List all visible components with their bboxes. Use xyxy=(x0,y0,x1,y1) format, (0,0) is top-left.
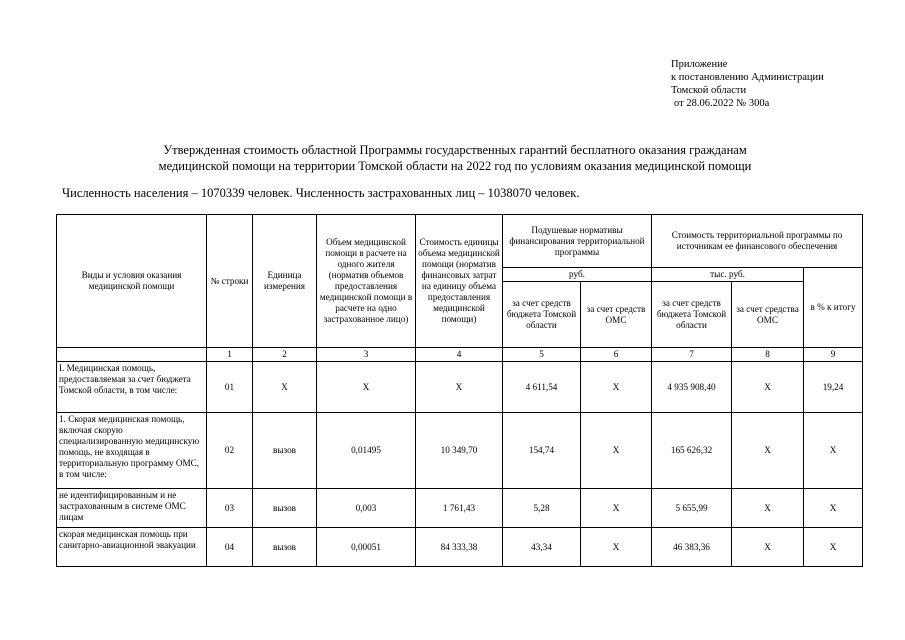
cost-table xyxy=(56,214,863,567)
column-number: 3 xyxy=(317,348,416,362)
row-description: I. Медицинская помощь, предоставляемая за счет бюджета Томской области, в том числе: xyxy=(57,362,207,413)
header-unit-rub: руб. xyxy=(503,268,652,282)
row-unit-cost: 84 333,38 xyxy=(416,528,503,567)
row-percent: Х xyxy=(804,489,863,528)
row-cost-oms: Х xyxy=(732,362,804,413)
header-program-cost: Стоимость территориальной программы по источникам ее финансового обеспечения xyxy=(652,215,863,268)
row-number: 02 xyxy=(207,413,253,489)
row-description: 1. Скорая медицинская помощь, включая скорую специализированную медицинскую помощь, не входящая в территориальную программу ОМС, в том числе: xyxy=(57,413,207,489)
population-text: Численность населения – 1070339 человек. Численность застрахованных лиц – 1038070 человек. xyxy=(62,186,580,200)
column-number: 4 xyxy=(416,348,503,362)
row-norm-budget: 4 611,54 xyxy=(503,362,581,413)
row-cost-budget: 46 383,36 xyxy=(652,528,732,567)
row-unit-cost: 10 349,70 xyxy=(416,413,503,489)
table-row xyxy=(57,528,863,567)
document-title xyxy=(60,142,850,174)
title-line: медицинской помощи на территории Томской области на 2022 год по условиям оказания медицинской помощи xyxy=(158,159,752,173)
row-percent: Х xyxy=(804,413,863,489)
column-number: 9 xyxy=(804,348,863,362)
row-norm-oms: Х xyxy=(581,528,652,567)
column-number xyxy=(57,348,207,362)
row-cost-budget: 5 655,99 xyxy=(652,489,732,528)
header-unit: Единица измерения xyxy=(253,215,317,348)
header-oms-thousand: за счет средства ОМС xyxy=(732,282,804,348)
row-cost-oms: Х xyxy=(732,528,804,567)
row-unit-cost: Х xyxy=(416,362,503,413)
header-budget-thousand: за счет средств бюджета Томской области xyxy=(652,282,732,348)
appendix-date: от 28.06.2022 № 300а xyxy=(674,98,770,109)
row-volume: Х xyxy=(317,362,416,413)
row-cost-budget: 165 626,32 xyxy=(652,413,732,489)
row-volume: 0,003 xyxy=(317,489,416,528)
row-cost-oms: Х xyxy=(732,413,804,489)
column-numbers-row xyxy=(57,348,863,362)
appendix-line: Томской области xyxy=(671,85,747,96)
row-unit: Х xyxy=(253,362,317,413)
row-norm-oms: Х xyxy=(581,362,652,413)
row-norm-budget: 43,34 xyxy=(503,528,581,567)
header-unit-thousand-rub: тыс. руб. xyxy=(652,268,804,282)
row-cost-oms: Х xyxy=(732,489,804,528)
column-number: 1 xyxy=(207,348,253,362)
header-budget-rub: за счет средств бюджета Томской области xyxy=(503,282,581,348)
row-norm-oms: Х xyxy=(581,413,652,489)
column-number: 7 xyxy=(652,348,732,362)
row-percent: Х xyxy=(804,528,863,567)
table-row xyxy=(57,413,863,489)
title-line: Утвержденная стоимость областной Программы государственных гарантий бесплатного оказания гражданам xyxy=(163,143,747,157)
row-norm-budget: 154,74 xyxy=(503,413,581,489)
row-number: 04 xyxy=(207,528,253,567)
appendix-block xyxy=(671,58,891,110)
column-number: 5 xyxy=(503,348,581,362)
row-volume: 0,00051 xyxy=(317,528,416,567)
header-oms-rub: за счет средств ОМС xyxy=(581,282,652,348)
row-number: 03 xyxy=(207,489,253,528)
header-per-capita-norms: Подушевые нормативы финансирования территориальной программы xyxy=(503,215,652,268)
table-row xyxy=(57,362,863,413)
row-unit: вызов xyxy=(253,413,317,489)
header-row-number: № строки xyxy=(207,215,253,348)
row-description: не идентифицированным и не застрахованным в системе ОМС лицам xyxy=(57,489,207,528)
table-row xyxy=(57,489,863,528)
row-number: 01 xyxy=(207,362,253,413)
column-number: 8 xyxy=(732,348,804,362)
row-unit: вызов xyxy=(253,489,317,528)
column-number: 6 xyxy=(581,348,652,362)
appendix-line: к постановлению Администрации xyxy=(671,72,824,83)
row-norm-budget: 5,28 xyxy=(503,489,581,528)
row-norm-oms: Х xyxy=(581,489,652,528)
header-volume: Объем медицинской помощи в расчете на одного жителя (норматив объемов предоставления медицинской помощи в расчете на одно застрахованное лицо) xyxy=(317,215,416,348)
row-volume: 0,01495 xyxy=(317,413,416,489)
row-cost-budget: 4 935 908,40 xyxy=(652,362,732,413)
header-unit-cost: Стоимость единицы объема медицинской помощи (норматив финансовых затрат на единицу объема предоставления медицинской помощи) xyxy=(416,215,503,348)
row-unit-cost: 1 761,43 xyxy=(416,489,503,528)
column-number: 2 xyxy=(253,348,317,362)
row-description: скорая медицинская помощь при санитарно-авиационной эвакуации xyxy=(57,528,207,567)
header-types: Виды и условия оказания медицинской помощи xyxy=(57,215,207,348)
appendix-line: Приложение xyxy=(671,59,728,70)
row-percent: 19,24 xyxy=(804,362,863,413)
row-unit: вызов xyxy=(253,528,317,567)
header-percent: в % к итогу xyxy=(804,268,863,348)
